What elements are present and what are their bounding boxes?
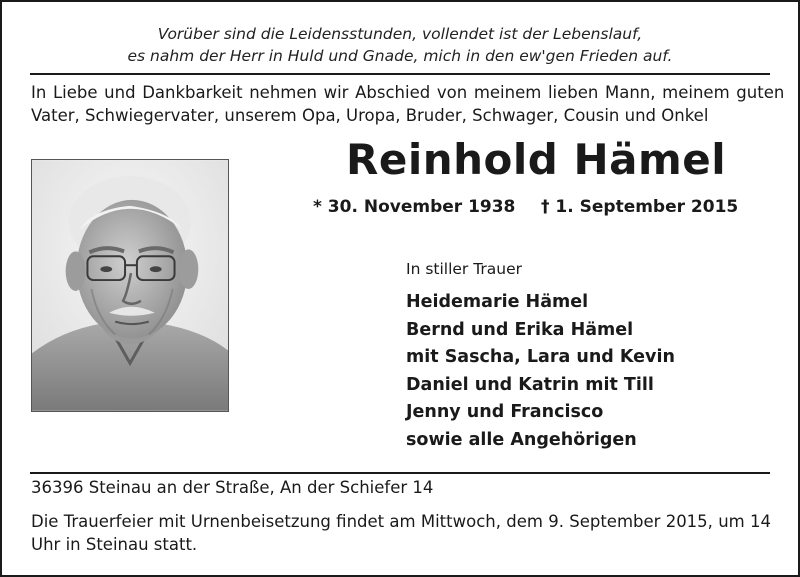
mourning-intro: In stiller Trauer [406, 260, 523, 278]
ceremony-info: Die Trauerfeier mit Urnenbeisetzung findet am Mittwoch, dem 9. September 2015, um 14 Uhr in Steinau statt. [31, 512, 771, 554]
mourner-list [406, 289, 675, 454]
family-address: 36396 Steinau an der Straße, An der Schiefer 14 [31, 478, 434, 497]
intro-line-1: In Liebe und Dankbarkeit nehmen wir Abschied von meinem lieben Mann, meinem guten [31, 83, 785, 102]
bottom-divider [30, 472, 770, 474]
mourner-name: Heidemarie Hämel [406, 292, 589, 312]
portrait-photo [31, 159, 229, 412]
motto-line-1: Vorüber sind die Leidensstunden, vollendet ist der Lebenslauf, [157, 25, 643, 43]
death-date: † 1. September 2015 [541, 197, 739, 217]
mourner-name: Daniel und Katrin mit Till [406, 374, 654, 395]
portrait-image [32, 160, 228, 411]
deceased-name: Reinhold Hämel [346, 135, 727, 184]
mourner-name: sowie alle Angehörigen [406, 429, 637, 450]
motto-line-2: es nahm der Herr in Huld und Gnade, mich in den ew'gen Frieden auf. [127, 47, 673, 65]
intro-line-2: Vater, Schwiegervater, unserem Opa, Uropa, Bruder, Schwager, Cousin und Onkel [31, 106, 709, 125]
mourner-name: Jenny und Francisco [406, 402, 604, 422]
birth-date: * 30. November 1938 [313, 197, 516, 217]
mourner-name: Bernd und Erika Hämel [406, 319, 634, 340]
mourner-name: mit Sascha, Lara und Kevin [406, 347, 675, 367]
top-divider [30, 73, 770, 75]
